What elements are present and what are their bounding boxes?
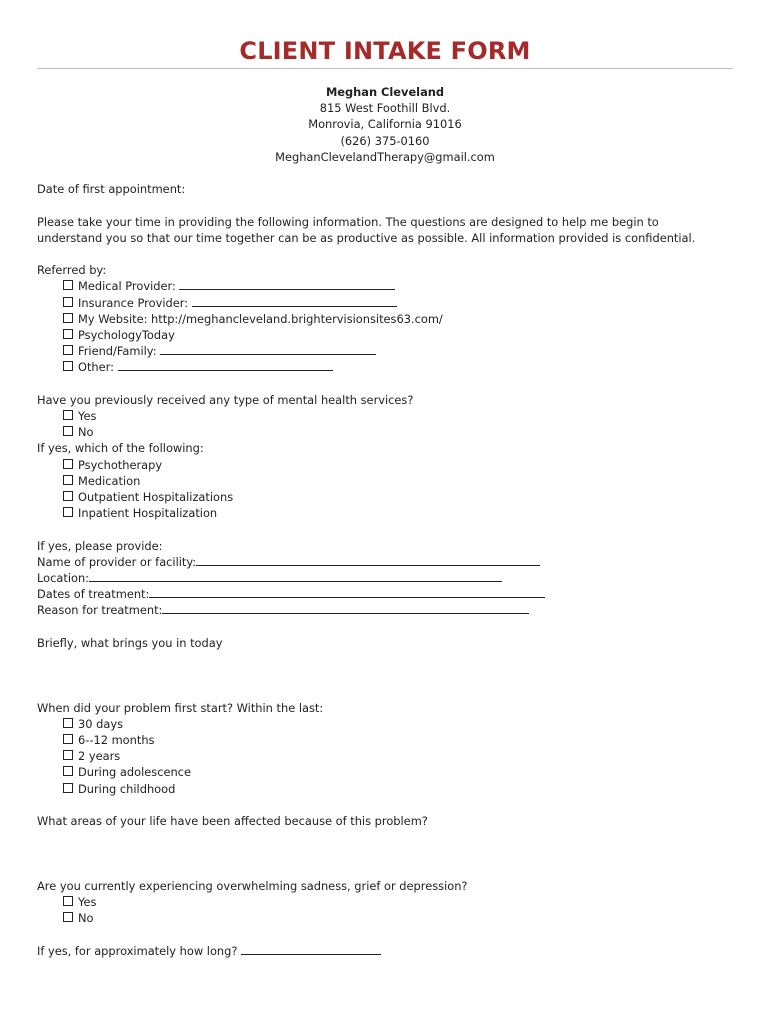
childhood-checkbox[interactable] [63,783,73,793]
sadness-duration-row: If yes, for approximately how long? [37,943,733,959]
outpatient-checkbox[interactable] [63,491,73,501]
previous-services-no-checkbox[interactable] [63,426,73,436]
friend-family-checkbox[interactable] [63,345,73,355]
dates-of-treatment-row: Dates of treatment: [37,586,733,602]
affected-areas-question: What areas of your life have been affected because of this problem? [37,814,428,829]
medical-provider-checkbox[interactable] [63,280,73,290]
sadness-no-checkbox[interactable] [63,912,73,922]
referral-medical-provider: Medical Provider: [37,278,733,294]
address-line-2: Monrovia, California 91016 [308,117,462,132]
problem-start-6-12-months: 6--12 months [37,732,733,748]
sadness-duration-blank[interactable] [241,943,381,955]
brings-you-in-question: Briefly, what brings you in today [37,635,223,650]
previous-services-yes-checkbox[interactable] [63,410,73,420]
previous-services-yes: Yes [37,408,733,424]
problem-start-30-days: 30 days [37,716,733,732]
location-row: Location: [37,570,733,586]
location-blank[interactable] [89,570,502,582]
which-services-label: If yes, which of the following: [37,441,204,456]
sadness-no: No [37,910,733,926]
problem-start-question: When did your problem first start? Within the last: [37,700,324,715]
service-outpatient: Outpatient Hospitalizations [37,489,733,505]
referred-by-label: Referred by: [37,263,107,278]
provider-name-blank[interactable] [196,554,540,566]
problem-start-adolescence: During adolescence [37,764,733,780]
problem-start-childhood: During childhood [37,781,733,797]
intro-paragraph: Please take your time in providing the following information. The questions are designed to help me begin to understand you so that our time together can be as productive as possible. All information provided is confidential. [37,214,696,245]
brings-you-in-answer-area[interactable] [37,651,733,700]
other-blank[interactable] [118,359,333,371]
therapist-name: Meghan Cleveland [325,85,445,99]
30-days-checkbox[interactable] [63,718,73,728]
previous-services-question: Have you previously received any type of mental health services? [37,392,414,407]
reason-for-treatment-row: Reason for treatment: [37,602,733,618]
sadness-yes-checkbox[interactable] [63,896,73,906]
service-medication: Medication [37,473,733,489]
adolescence-checkbox[interactable] [63,766,73,776]
service-psychotherapy: Psychotherapy [37,457,733,473]
medication-checkbox[interactable] [63,475,73,485]
form-title: CLIENT INTAKE FORM [239,37,531,65]
referral-psychology-today: PsychologyToday [37,327,733,343]
reason-for-treatment-blank[interactable] [162,602,529,614]
referral-insurance-provider: Insurance Provider: [37,295,733,311]
previous-services-no: No [37,424,733,440]
insurance-provider-blank[interactable] [192,295,397,307]
referral-friend-family: Friend/Family: [37,343,733,359]
6-12-months-checkbox[interactable] [63,734,73,744]
other-checkbox[interactable] [63,361,73,371]
first-appointment-label: Date of first appointment: [37,182,186,197]
referral-website: My Website: http://meghancleveland.brightervisionsites63.com/ [37,311,733,327]
2-years-checkbox[interactable] [63,750,73,760]
website-checkbox[interactable] [63,313,73,323]
medical-provider-blank[interactable] [179,278,395,290]
insurance-provider-checkbox[interactable] [63,297,73,307]
service-inpatient: Inpatient Hospitalization [37,505,733,521]
psychotherapy-checkbox[interactable] [63,459,73,469]
referral-other: Other: [37,359,733,375]
address-line-1: 815 West Foothill Blvd. [319,101,451,116]
psychology-today-checkbox[interactable] [63,329,73,339]
email-address: MeghanClevelandTherapy@gmail.com [275,149,495,164]
intake-form-page [37,0,733,959]
provider-name-row: Name of provider or facility: [37,554,733,570]
affected-areas-answer-area[interactable] [37,829,733,878]
friend-family-blank[interactable] [160,343,376,355]
sadness-yes: Yes [37,894,733,910]
sadness-question: Are you currently experiencing overwhelming sadness, grief or depression? [37,878,468,893]
contact-block [37,84,733,165]
dates-of-treatment-blank[interactable] [149,586,545,598]
please-provide-label: If yes, please provide: [37,538,163,553]
title-divider [37,68,733,69]
problem-start-2-years: 2 years [37,748,733,764]
phone-number: (626) 375-0160 [340,133,430,148]
inpatient-checkbox[interactable] [63,507,73,517]
